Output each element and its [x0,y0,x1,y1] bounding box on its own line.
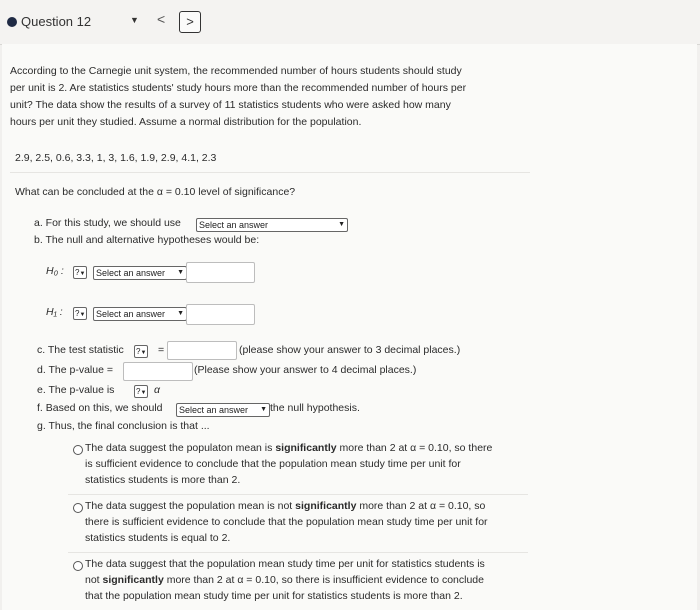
option-1-text: The data suggest the populaton mean is [85,442,276,454]
option-3-line-3: that the population mean study time per unit for statistics students is more than 2. [85,590,463,602]
test-statistic-type-select[interactable]: ?▼ [136,347,147,356]
question-title: Question 12 [21,14,92,29]
question-dropdown-chevron-icon[interactable]: ▼ [130,15,139,25]
p-value-input[interactable] [123,362,193,381]
p-value-comparison-select[interactable]: ?▼ [136,387,147,396]
h1-relation-value: Select an answer [96,309,166,319]
divider [68,552,528,553]
status-dot-icon [7,17,17,27]
h0-value-input[interactable] [186,262,255,283]
radio-option-2[interactable] [73,503,83,513]
test-statistic-type-value: ? [136,347,141,356]
next-question-button[interactable]: > [179,11,201,33]
decision-select[interactable] [176,403,270,417]
h1-relation-select[interactable] [93,307,187,321]
option-3-text: not [85,574,103,586]
divider [68,494,528,495]
h1-parameter-select[interactable]: ?▼ [75,309,86,318]
problem-line-3: unit? The data show the results of a survey of 11 statistics students who were asked how many [10,99,451,111]
option-2-text-end: more than 2 at α = 0.10, so [356,500,486,512]
option-1-text-end: more than 2 at α = 0.10, so there [336,442,493,454]
part-d-note: (Please show your answer to 4 decimal places.) [194,364,417,376]
radio-option-1[interactable] [73,445,83,455]
option-3-text-end: more than 2 at α = 0.10, so there is insufficient evidence to conclude [163,574,484,586]
option-2-line-2: there is sufficient evidence to conclude that the population mean study time per unit for [85,516,488,528]
option-1-line-2: is sufficient evidence to conclude that the population mean study time per unit for [85,458,461,470]
part-d-label: d. The p-value = [37,364,113,376]
problem-line-4: hours per unit they studied. Assume a normal distribution for the population. [10,116,362,128]
p-value-comparison-value: ? [136,387,141,396]
option-3-line-1: The data suggest that the population mean study time per unit for statistics students is [85,558,485,570]
h0-relation-value: Select an answer [96,268,166,278]
h1-value-input[interactable] [186,304,255,325]
part-f-tail: the null hypothesis. [270,402,360,414]
part-g-label: g. Thus, the final conclusion is that ... [37,420,210,432]
equals-sign: = [158,344,165,356]
problem-line-2: per unit is 2. Are statistics students' study hours more than the recommended number of hours per [10,82,467,94]
decision-select-value: Select an answer [179,405,249,415]
option-1-bold: significantly [275,442,337,454]
chevron-down-icon: ▼ [260,406,267,413]
problem-line-1: According to the Carnegie unit system, the recommended number of hours students should study [10,65,462,77]
significance-question: What can be concluded at the α = 0.10 level of significance? [15,186,296,198]
h1-label: H₁ : [46,306,63,318]
part-c-note: (please show your answer to 3 decimal places.) [239,344,461,356]
part-f-label: f. Based on this, we should [37,402,163,414]
chevron-down-icon: ▼ [177,269,184,276]
option-3-bold: significantly [102,574,164,586]
part-e-label: e. The p-value is [37,384,115,396]
part-b-label: b. The null and alternative hypotheses would be: [34,234,260,246]
radio-option-3[interactable] [73,561,83,571]
option-3-line-2 [85,572,525,588]
question-body [2,44,697,610]
chevron-down-icon: ▼ [177,310,184,317]
test-statistic-input[interactable] [167,341,237,360]
option-2-line-3: statistics students is equal to 2. [85,532,231,544]
alpha-symbol: α [154,384,160,396]
h0-parameter-value: ? [75,268,80,277]
test-type-select[interactable] [196,218,348,232]
h0-parameter-select[interactable]: ?▼ [75,268,86,277]
chevron-down-icon: ▼ [338,221,345,228]
option-2-bold: significantly [295,500,357,512]
option-2-text: The data suggest the population mean is not [85,500,296,512]
h1-parameter-value: ? [75,309,80,318]
option-1-line-3: statistics students is more than 2. [85,474,241,486]
data-values: 2.9, 2.5, 0.6, 3.3, 1, 3, 1.6, 1.9, 2.9, 4.1, 2.3 [15,152,217,164]
test-type-select-value: Select an answer [199,220,269,230]
divider [10,172,530,173]
part-a-label: a. For this study, we should use [34,217,181,229]
option-1-line-1 [85,440,525,456]
option-2-line-1 [85,498,525,514]
h0-relation-select[interactable] [93,266,187,280]
question-header [0,0,700,45]
h0-label: H₀ : [46,265,64,277]
part-c-label: c. The test statistic [37,344,124,356]
previous-question-button[interactable]: < [157,11,166,27]
